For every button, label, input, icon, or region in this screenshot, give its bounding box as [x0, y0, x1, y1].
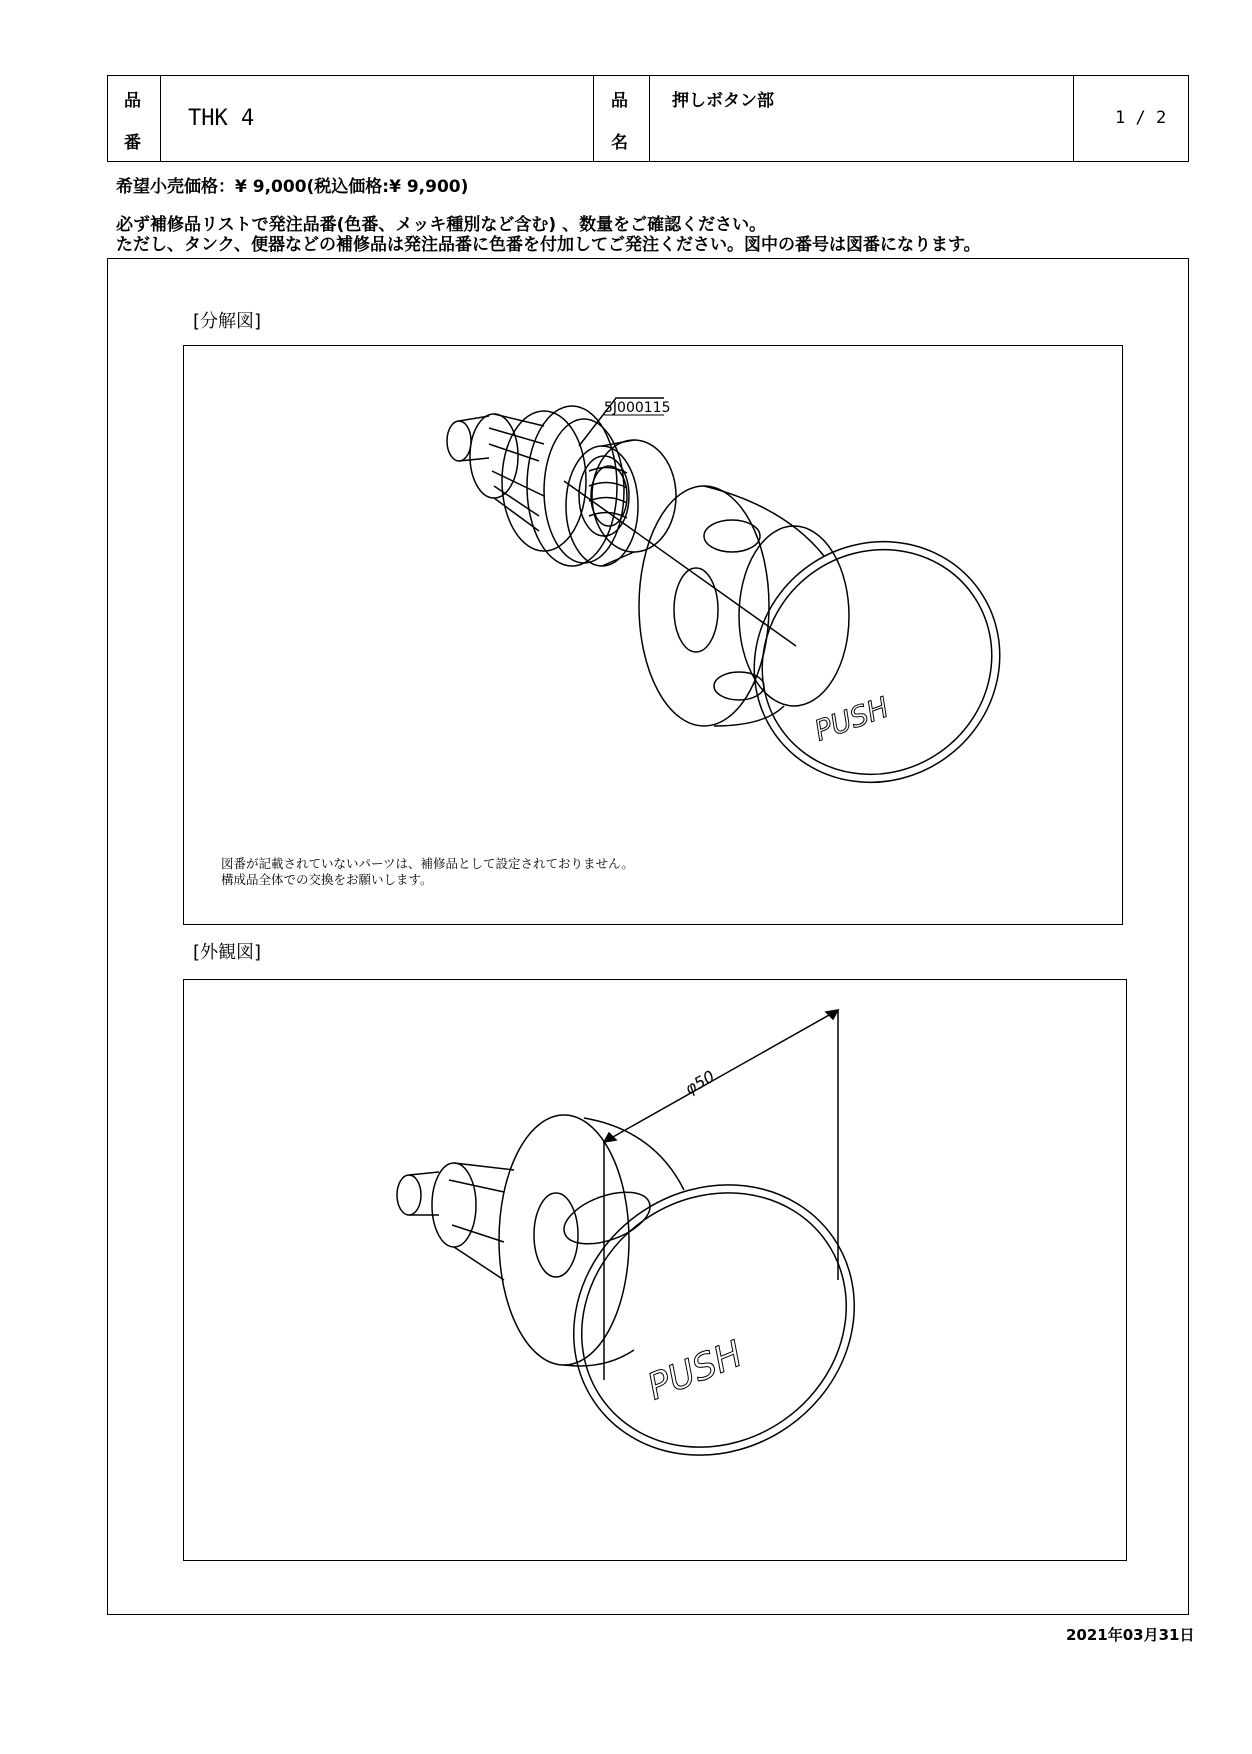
- page-number: 1 / 2: [1115, 108, 1167, 128]
- exploded-view-title: [分解図]: [193, 311, 262, 332]
- footnote-1: 図番が記載されていないパーツは、補修品として設定されておりません。: [221, 856, 634, 871]
- part-number: THK 4: [188, 106, 255, 131]
- part-number-label: 5J000115: [604, 400, 671, 416]
- title-block: [107, 75, 1189, 162]
- part-name-cell: [650, 76, 1074, 161]
- diameter-dimension: φ50: [681, 1066, 718, 1099]
- footnote-2: 構成品全体での交換をお願いします。: [221, 872, 433, 887]
- exploded-view-panel: [183, 345, 1123, 925]
- issue-date: 2021年03月31日: [1066, 1626, 1195, 1644]
- order-note-1: 必ず補修品リストで発注品番(色番、メッキ種別など含む) 、数量をご確認ください。: [116, 215, 767, 235]
- order-note-2: ただし、タンク、便器などの補修品は発注品番に色番を付加してご発注ください。図中の番号は図番になります。: [116, 235, 981, 255]
- part-name: 押しボタン部: [672, 91, 774, 111]
- part-number-label-cell: [108, 76, 161, 161]
- exterior-view-title: [外観図]: [193, 942, 262, 963]
- page-cell: [1074, 76, 1188, 161]
- retail-price: 希望小売価格：¥ 9,000(税込価格:¥ 9,900): [116, 177, 469, 197]
- part-name-label-cell: [594, 76, 650, 161]
- exterior-view-drawing: [184, 980, 1128, 1562]
- part-number-cell: [161, 76, 594, 161]
- push-label-exploded: PUSH: [810, 690, 894, 748]
- push-label-exterior: PUSH: [642, 1333, 749, 1409]
- exploded-view-drawing: [184, 346, 1124, 926]
- part-name-label-top: 品: [611, 91, 628, 111]
- exterior-view-panel: [183, 979, 1127, 1561]
- part-number-label-top: 品: [124, 91, 141, 111]
- part-number-label-bottom: 番: [124, 133, 141, 153]
- part-name-label-bottom: 名: [611, 133, 628, 153]
